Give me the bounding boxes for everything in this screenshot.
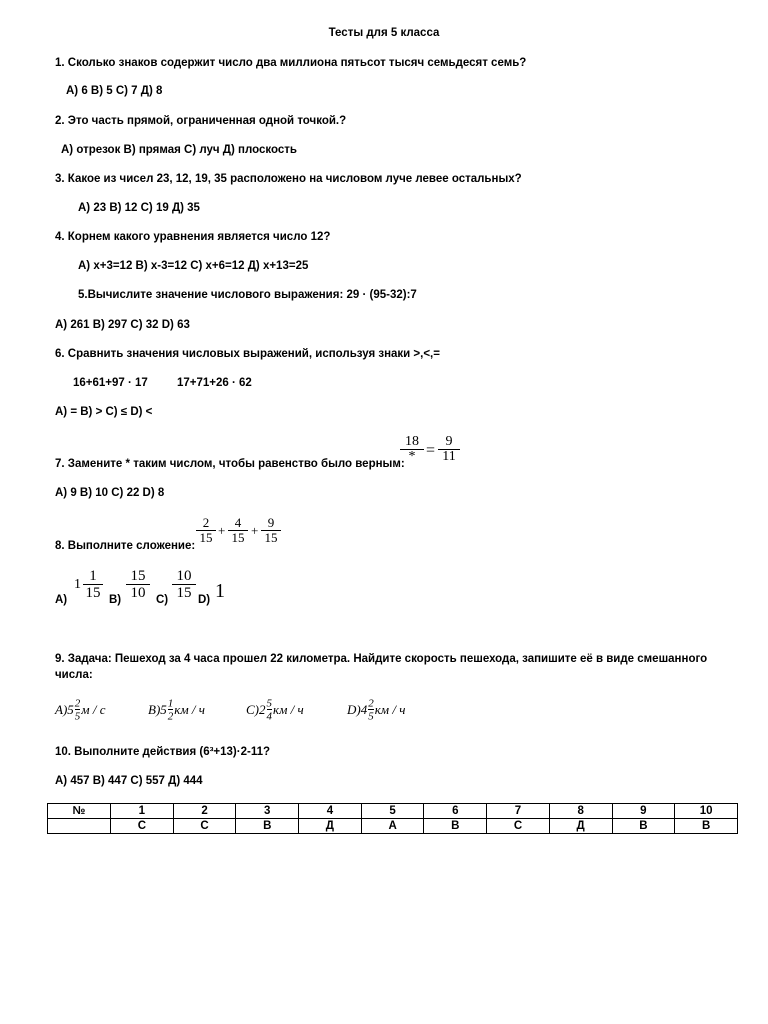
question-1: 1. Сколько знаков содержит число два миллиона пятьсот тысяч семьдесят семь? <box>55 57 527 69</box>
answer-table-values-row <box>48 819 738 834</box>
question-4-options: А) х+3=12 В) х-3=12 С) х+6=12 Д) х+13=25 <box>78 260 309 272</box>
q9-option-d: $D)4\frac{2}{5}км$ / ч <box>347 697 406 723</box>
question-6-expression-2: 17+71+26 · 62 <box>177 377 252 389</box>
answer-value: В <box>612 819 675 834</box>
answer-number: 3 <box>236 804 299 819</box>
answer-number: 9 <box>612 804 675 819</box>
q7-equals-sign: = <box>426 442 436 459</box>
q8-option-c-label: С) <box>156 594 169 606</box>
answer-number: 7 <box>487 804 550 819</box>
q8-term-2: 4 15 <box>228 516 248 545</box>
question-7-options: А) 9 В) 10 С) 22 D) 8 <box>55 487 165 499</box>
answer-number: 2 <box>173 804 236 819</box>
answer-number: 10 <box>675 804 738 819</box>
q8-term-3: 9 15 <box>261 516 281 545</box>
answer-value: В <box>675 819 738 834</box>
question-3-options: А) 23 В) 12 С) 19 Д) 35 <box>78 202 200 214</box>
q8-option-a-fraction: 1 15 <box>83 568 103 601</box>
answer-number: 6 <box>424 804 487 819</box>
answer-value: С <box>173 819 236 834</box>
question-1-options: А) 6 В) 5 С) 7 Д) 8 <box>66 85 163 97</box>
q7-fraction-left: 18 * <box>400 435 424 464</box>
question-10-options: А) 457 В) 447 С) 557 Д) 444 <box>55 775 203 787</box>
question-3: 3. Какое из чисел 23, 12, 19, 35 расположено на числовом луче левее остальных? <box>55 173 522 185</box>
q8-option-d-label: D) <box>198 594 211 606</box>
answer-table-number-label: № <box>48 804 111 819</box>
q9-option-b: $B)5\frac{1}{2}км$ / ч <box>148 697 205 723</box>
question-2-options: А) отрезок В) прямая С) луч Д) плоскость <box>61 144 297 156</box>
question-5: 5.Вычислите значение числового выражения: 29 · (95-32):7 <box>78 289 417 301</box>
answer-table-header-row <box>48 804 738 819</box>
q9-option-c: $C)2\frac{5}{4}км$ / ч <box>246 697 304 723</box>
question-10: 10. Выполните действия (6³+13)·2-11? <box>55 746 271 758</box>
q8-plus-1: + <box>218 523 226 538</box>
answer-value: В <box>424 819 487 834</box>
q8-plus-2: + <box>251 523 259 538</box>
question-7: 7. Замените * таким числом, чтобы равенство было верным: <box>55 458 405 470</box>
answer-value: А <box>361 819 424 834</box>
q8-option-b-label: В) <box>109 594 122 606</box>
answer-number: 4 <box>299 804 362 819</box>
question-6-expression-1: 16+61+97 · 17 <box>73 377 148 389</box>
q8-option-a-label: А) <box>55 594 68 606</box>
q8-option-d-value: 1 <box>215 580 225 602</box>
q8-option-c-fraction: 10 15 <box>172 568 196 601</box>
question-9: 9. Задача: Пешеход за 4 часа прошел 22 километра. Найдите скорость пешехода, запишите её в виде смешанного числа: <box>55 653 708 681</box>
answer-value: Д <box>299 819 362 834</box>
answer-value: С <box>111 819 174 834</box>
question-6: 6. Сравнить значения числовых выражений, используя знаки >,<,= <box>55 348 440 360</box>
answer-table <box>47 803 738 834</box>
q8-option-a-whole: 1 <box>74 577 81 592</box>
answer-value: Д <box>549 819 612 834</box>
question-5-options: А) 261 В) 297 С) 32 D) 63 <box>55 319 190 331</box>
question-2: 2. Это часть прямой, ограниченная одной точкой.? <box>55 115 347 127</box>
q8-term-1: 2 15 <box>196 516 216 545</box>
q9-option-a: $A)5\frac{2}{5}м$ / с <box>55 697 106 723</box>
q8-option-b-fraction: 15 10 <box>126 568 150 601</box>
page-title: Тесты для 5 класса <box>328 27 440 39</box>
answer-value: С <box>487 819 550 834</box>
question-8: 8. Выполните сложение: <box>55 540 196 552</box>
answer-value: В <box>236 819 299 834</box>
answer-number: 8 <box>549 804 612 819</box>
answer-number: 1 <box>111 804 174 819</box>
answer-table-empty-cell <box>48 819 111 834</box>
q7-fraction-right: 9 11 <box>438 435 460 464</box>
question-6-options: А) = В) > С) ≤ D) < <box>55 406 153 418</box>
question-4: 4. Корнем какого уравнения является число 12? <box>55 231 331 243</box>
answer-number: 5 <box>361 804 424 819</box>
